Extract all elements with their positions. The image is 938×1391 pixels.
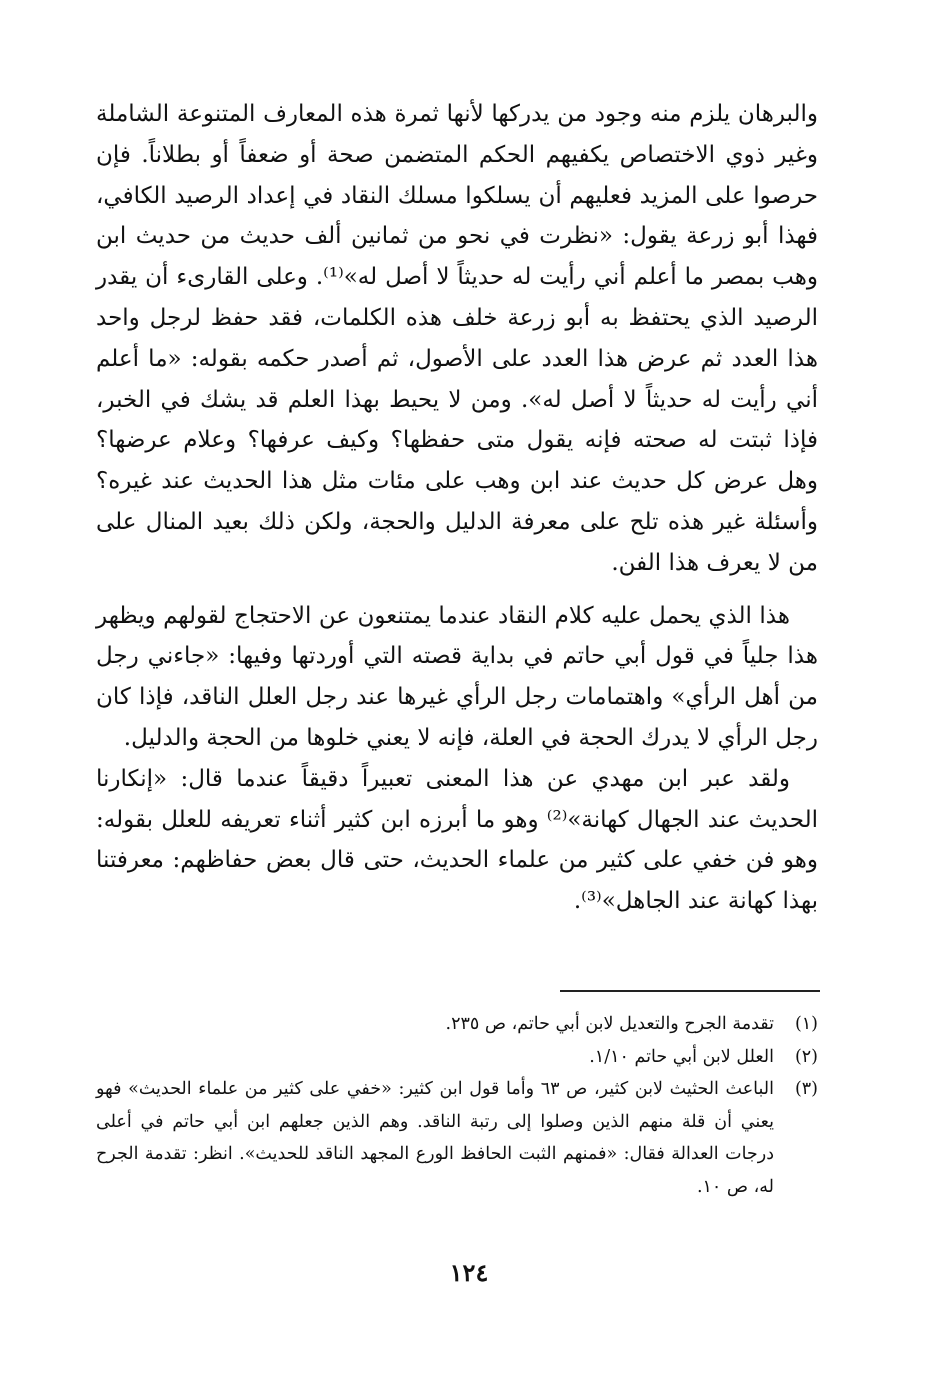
footnote-number: (٣) xyxy=(794,1079,818,1099)
footnote-1 xyxy=(96,1008,818,1041)
paragraph-2: هذا الذي يحمل عليه كلام النقاد عندما يمتنعون عن الاحتجاج لقولهم ويظهر هذا جلياً في قول أبي حاتم في بداية قصته التي أوردتها وفيها: «جاءني رجل من أهل الرأي» واهتمامات رجل الرأي غيرها عند رجل العلل الناقد، فإذا كان رجل الرأي لا يدرك الحجة في العلة، فإنه لا يعني خلوها من الحجة والدليل. xyxy=(96,602,818,751)
footnote-2 xyxy=(96,1041,818,1074)
footnote-text: العلل لابن أبي حاتم ١/١٠. xyxy=(589,1046,774,1067)
footnote-separator xyxy=(560,990,820,992)
footnote-text: تقدمة الجرح والتعديل لابن أبي حاتم، ص ٢٣٥. xyxy=(445,1014,774,1034)
page-number: ١٢٤ xyxy=(449,1258,489,1287)
footnote-text: الباعث الحثيث لابن كثير، ص ٦٣ وأما قول ابن كثير: «خفي على كثير من علماء الحديث» فهو يعني أن قلة منهم الذين وصلوا إلى رتبة الناقد. وهم الذين جعلهم ابن أبي حاتم في أعلى درجات العدالة فقال: «فمنهم الثبت الحافظ الورع المجهد الناقد للحديث». انظر: تقدمة الجرح له، ص ١٠. xyxy=(96,1079,774,1197)
footnotes xyxy=(96,1008,818,1203)
footnote-number: (٢) xyxy=(794,1046,818,1067)
main-text xyxy=(96,94,818,922)
footnote-number: (١) xyxy=(794,1014,818,1034)
footnote-3 xyxy=(96,1073,818,1203)
paragraph-1: والبرهان يلزم منه وجود من يدركها لأنها ثمرة هذه المعارف المتنوعة الشاملة وغير ذوي الاختصاص يكفيهم الحكم المتضمن صحة أو ضعفاً أو بطلاناً. فإن حرصوا على المزيد فعليهم أن يسلكوا مسلك النقاد في إعداد الرصيد الكافي، فهذا أبو زرعة يقول: «نظرت في نحو من ثمانين ألف حديث من حديث ابن وهب بمصر ما أعلم أني رأيت له حديثاً لا أصل له»⁽¹⁾. وعلى القارىء أن يقدر الرصيد الذي يحتفظ به أبو زرعة خلف هذه الكلمات، فقد حفظ لرجل واحد هذا العدد ثم عرض هذا العدد على الأصول، ثم أصدر حكمه بقوله: «ما أعلم أني رأيت له حديثاً لا أصل له». ومن لا يحيط بهذا العلم قد يشك في الخبر، فإذا ثبتت له صحته فإنه يقول متى حفظها؟ وكيف عرفها؟ وعلام عرضها؟ وهل عرض كل حديث عند ابن وهب على مئات مثل هذا الحديث عند غيره؟ وأسئلة غير هذه تلح على معرفة الدليل والحجة، ولكن ذلك بعيد المنال على من لا يعرف هذا الفن. xyxy=(96,101,819,576)
paragraph-3: ولقد عبر ابن مهدي عن هذا المعنى تعبيراً دقيقاً عندما قال: «إنكارنا الحديث عند الجهال كهانة»⁽²⁾ وهو ما أبرزه ابن كثير أثناء تعريفه للعلل بقوله: وهو فن خفي على كثير من علماء الحديث، حتى قال بعض حفاظهم: معرفتنا بهذا كهانة عند الجاهل»⁽³⁾. xyxy=(96,765,818,915)
